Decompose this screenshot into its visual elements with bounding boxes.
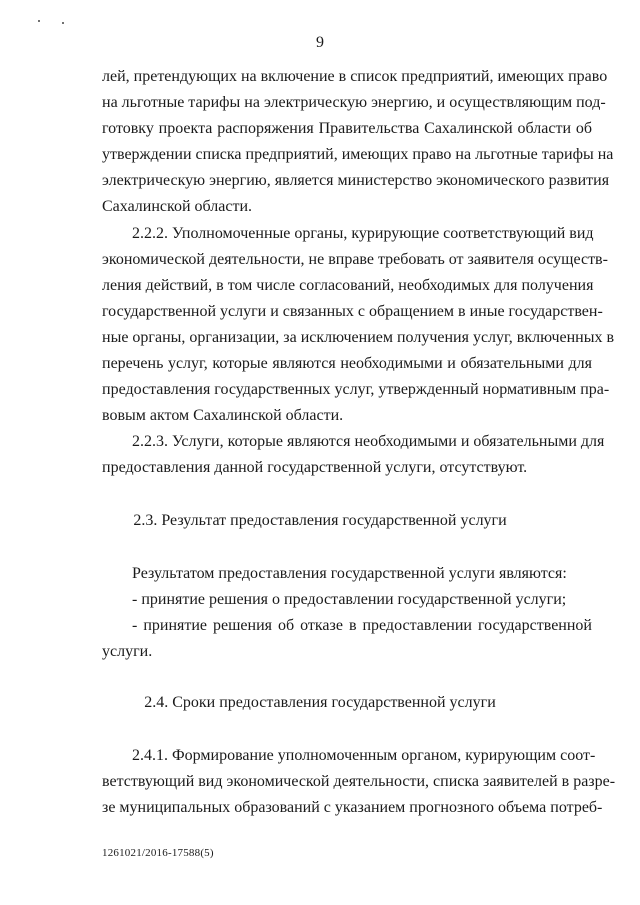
text-line: - принятие решения об отказе в предоставлении государственной bbox=[132, 617, 592, 634]
text-line: 2.4.1. Формирование уполномоченным органом, курирующим соот- bbox=[132, 747, 596, 764]
section-heading-2-3: 2.3. Результат предоставления государственной услуги bbox=[133, 512, 507, 529]
scan-speck bbox=[62, 22, 64, 24]
text-line: ветствующий вид экономической деятельности, списка заявителей в разре- bbox=[102, 773, 616, 790]
text-line: перечень услуг, которые являются необходимыми и обязательными для bbox=[102, 355, 592, 372]
scan-speck bbox=[38, 20, 40, 22]
document-code-footer: 1261021/2016-17588(5) bbox=[102, 847, 214, 859]
text-line: ления действий, в том числе согласований, необходимых для получения bbox=[102, 277, 594, 294]
text-line: предоставления данной государственной услуги, отсутствуют. bbox=[102, 459, 528, 476]
text-line: зе муниципальных образований с указанием прогнозного объема потреб- bbox=[102, 799, 603, 816]
text-line: вовым актом Сахалинской области. bbox=[102, 407, 344, 424]
paragraph-2-4-1 bbox=[102, 743, 616, 821]
paragraph-2-2-2 bbox=[102, 221, 615, 429]
text-line: готовку проекта распоряжения Правительства Сахалинской области об bbox=[102, 120, 592, 137]
text-line: электрическую энергию, является министерство экономического развития bbox=[102, 172, 610, 189]
section-heading-2-4: 2.4. Сроки предоставления государственной услуги bbox=[144, 694, 496, 711]
text-line: лей, претендующих на включение в список предприятий, имеющих право bbox=[102, 68, 608, 85]
result-item bbox=[102, 613, 592, 665]
text-line: 2.2.3. Услуги, которые являются необходимыми и обязательными для bbox=[132, 433, 605, 450]
text-line: государственной услуги и связанных с обращением в иные государствен- bbox=[102, 303, 603, 320]
page-number: 9 bbox=[316, 34, 324, 51]
paragraph-continuation bbox=[102, 64, 614, 220]
paragraph-2-2-3 bbox=[102, 429, 605, 481]
text-line: экономической деятельности, не вправе требовать от заявителя осуществ- bbox=[102, 251, 608, 268]
result-intro: Результатом предоставления государственной услуги являются: bbox=[132, 565, 567, 582]
text-line: услуги. bbox=[102, 643, 153, 660]
text-line: Сахалинской области. bbox=[102, 198, 253, 215]
text-line: 2.2.2. Уполномоченные органы, курирующие соответствующий вид bbox=[132, 225, 594, 242]
result-item: - принятие решения о предоставлении государственной услуги; bbox=[132, 591, 567, 608]
text-line: ные органы, организации, за исключением получения услуг, включенных в bbox=[102, 329, 615, 346]
text-line: утверждении списка предприятий, имеющих право на льготные тарифы на bbox=[102, 146, 614, 163]
text-line: на льготные тарифы на электрическую энергию, и осуществляющим под- bbox=[102, 94, 606, 111]
text-line: предоставления государственных услуг, утвержденный нормативным пра- bbox=[102, 381, 610, 398]
